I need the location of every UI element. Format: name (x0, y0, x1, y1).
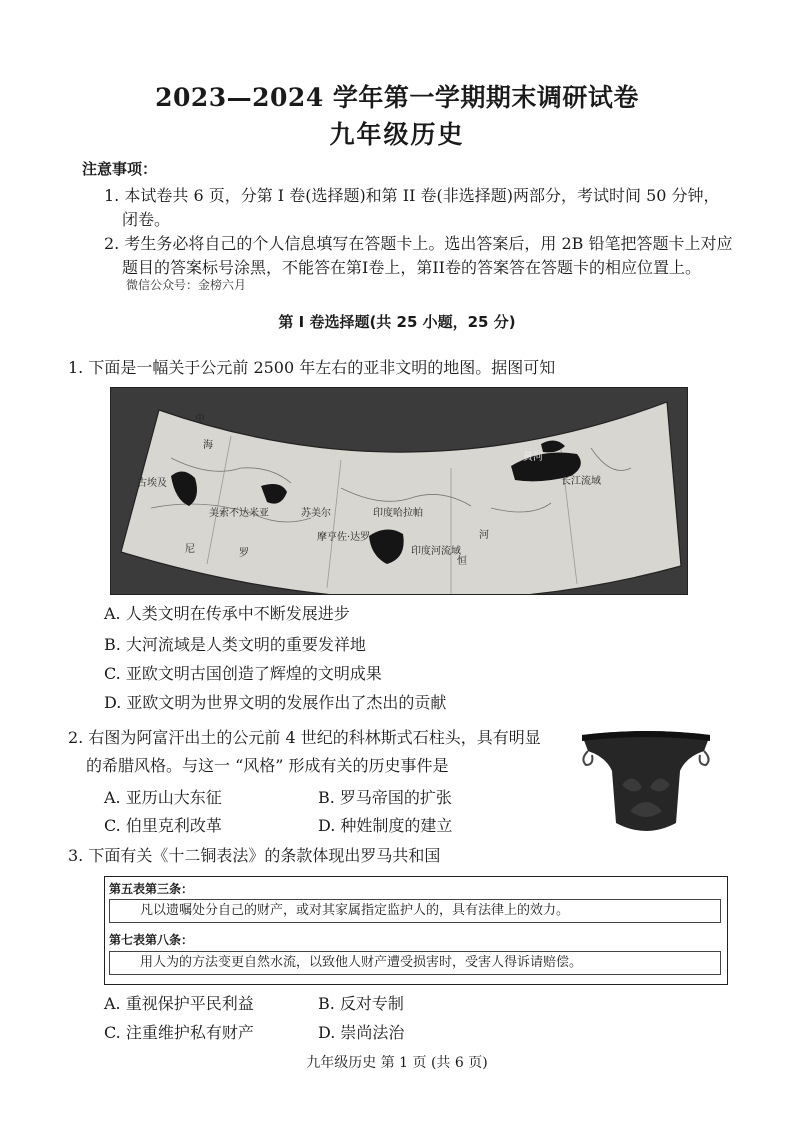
corinthian-capital-image (576, 727, 716, 845)
map-label-meso: 美索不达米亚 (209, 508, 269, 519)
exam-subject: 九年级历史 (329, 120, 465, 149)
notice-item-1-line-1: 1. 本试卷共 6 页，分第 I 卷(选择题)和第 II 卷(非选择题)两部分，考试时间 50 分钟， (104, 186, 720, 205)
question-2-option-b[interactable]: B. 罗马帝国的扩张 (318, 788, 452, 807)
map-label-mohenjo: 摩亨佐·达罗 (317, 532, 371, 543)
question-1-option-b[interactable]: B. 大河流域是人类文明的重要发祥地 (104, 635, 366, 654)
question-2-stem-line-1: 2. 右图为阿富汗出土的公元前 4 世纪的科林斯式石柱头，具有明显 (68, 728, 541, 747)
law-heading-2: 第七表第八条： (109, 933, 194, 947)
question-3-stem: 3. 下面有关《十二铜表法》的条款体现出罗马共和国 (68, 846, 441, 865)
twelve-tables-excerpt (104, 876, 728, 985)
map-label-ni: 尼 (185, 544, 195, 555)
notice-item-2-line-2: 题目的答案标号涂黑，不能答在第I卷上，第II卷的答案答在答题卡的相应位置上。 (122, 258, 701, 277)
map-label-yellow-river: 黄河 (523, 452, 543, 463)
map-label-indus-city: 印度哈拉帕 (373, 508, 423, 519)
map-label-egypt: 古埃及 (137, 478, 167, 489)
map-label-he: 河 (479, 530, 489, 541)
map-label-zhong: 中 (195, 414, 205, 425)
question-3-option-b[interactable]: B. 反对专制 (318, 994, 404, 1013)
question-3-option-c[interactable]: C. 注重维护私有财产 (104, 1023, 254, 1042)
map-graphic (111, 388, 687, 594)
exam-title: 2023—2024 学年第一学期期末调研试卷 (155, 83, 639, 112)
question-1-option-a[interactable]: A. 人类文明在传承中不断发展进步 (104, 604, 350, 623)
law-text-1: 凡以遗嘱处分自己的财产，或对其家属指定监护人的，具有法律上的效力。 (109, 899, 721, 923)
question-2-option-c[interactable]: C. 伯里克利改革 (104, 816, 222, 835)
page-footer: 九年级历史 第 1 页 (共 6 页) (306, 1055, 488, 1071)
notice-heading: 注意事项： (82, 160, 158, 178)
question-2-stem-line-2: 的希腊风格。与这一 “风格” 形成有关的历史事件是 (86, 756, 449, 775)
map-label-yangtze: 长江流域 (561, 476, 601, 487)
map-label-luo: 罗 (239, 548, 249, 559)
question-1-stem: 1. 下面是一幅关于公元前 2500 年左右的亚非文明的地图。据图可知 (68, 358, 556, 377)
law-text-2: 用人为的方法变更自然水流，以致他人财产遭受损害时，受害人得诉请赔偿。 (109, 951, 721, 975)
corinthian-capital-graphic (576, 727, 716, 845)
question-2-option-a[interactable]: A. 亚历山大东征 (104, 788, 222, 807)
map-label-sumer: 苏美尔 (301, 508, 331, 519)
question-2-option-d[interactable]: D. 种姓制度的建立 (318, 816, 453, 835)
law-heading-1: 第五表第三条： (109, 882, 194, 896)
map-label-hai: 海 (203, 440, 213, 451)
wechat-watermark: 微信公众号：金榜六月 (126, 278, 247, 292)
question-3-option-a[interactable]: A. 重视保护平民利益 (104, 994, 254, 1013)
ancient-civilizations-map (110, 387, 688, 595)
notice-item-2-line-1: 2. 考生务必将自己的个人信息填写在答题卡上。选出答案后，用 2B 铅笔把答题卡上对应 (104, 234, 733, 253)
section-title: 第 I 卷选择题(共 25 小题，25 分) (278, 313, 516, 331)
question-1-option-d[interactable]: D. 亚欧文明为世界文明的发展作出了杰出的贡献 (104, 693, 447, 712)
notice-item-1-line-2: 闭卷。 (122, 210, 171, 229)
map-label-indus-valley: 印度河流域 (411, 546, 461, 557)
question-1-option-c[interactable]: C. 亚欧文明古国创造了辉煌的文明成果 (104, 664, 382, 683)
map-label-heng: 恒 (457, 556, 467, 567)
question-3-option-d[interactable]: D. 崇尚法治 (318, 1023, 405, 1042)
